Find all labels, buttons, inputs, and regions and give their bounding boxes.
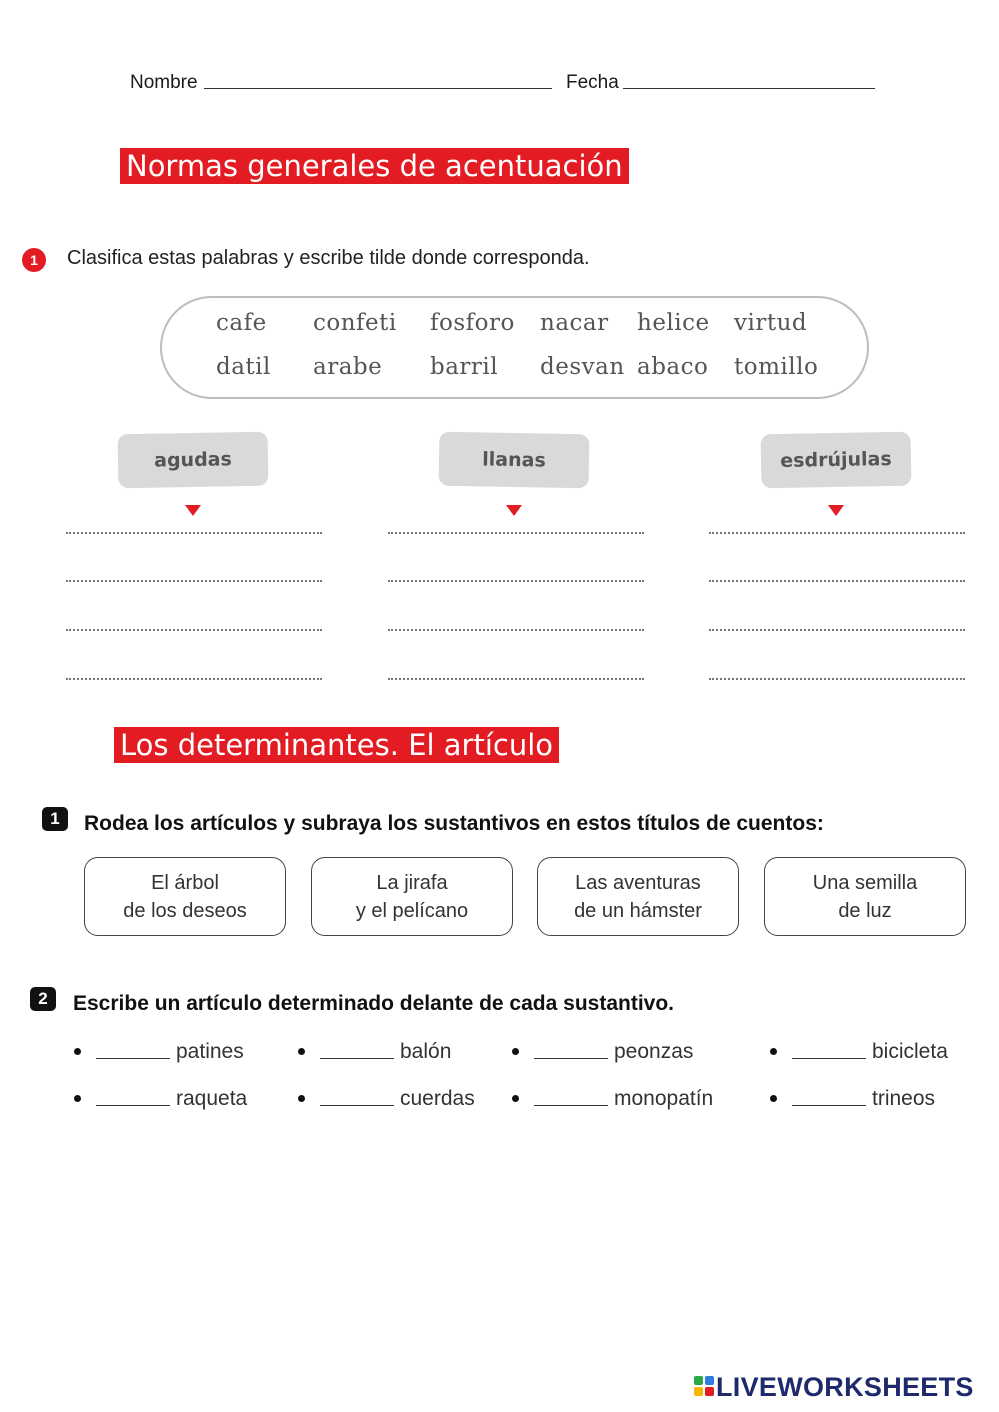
bank-word: arabe [313,354,383,380]
story-title-line: El árbol [151,871,219,894]
date-line [623,88,875,89]
exercise-instruction: Escribe un artículo determinado delante de cada sustantivo. [73,992,674,1015]
exercise-number-badge: 2 [30,987,56,1011]
story-title-box[interactable] [84,857,286,936]
exercise-instruction: Clasifica estas palabras y escribe tilde donde corresponda. [67,247,590,269]
answer-line-llanas[interactable] [388,678,644,680]
answer-line-llanas[interactable] [388,629,644,631]
noun-label: bicicleta [872,1040,948,1063]
story-title-line: de luz [838,899,892,922]
story-title-box[interactable] [537,857,739,936]
answer-line-agudas[interactable] [66,629,322,631]
logo-square [694,1376,703,1385]
article-blank[interactable] [534,1058,608,1059]
article-blank[interactable] [96,1058,170,1059]
answer-line-agudas[interactable] [66,580,322,582]
story-title-line: de los deseos [123,899,247,922]
answer-line-esdrujulas[interactable] [709,678,965,680]
bullet [512,1048,519,1055]
noun-label: balón [400,1040,452,1063]
bank-word: barril [430,354,499,380]
bullet [298,1048,305,1055]
article-blank[interactable] [792,1058,866,1059]
exercise-number-badge: 1 [22,248,46,272]
article-blank[interactable] [534,1105,608,1106]
bullet [74,1048,81,1055]
bullet [770,1048,777,1055]
answer-line-esdrujulas[interactable] [709,580,965,582]
article-blank[interactable] [792,1105,866,1106]
answer-line-agudas[interactable] [66,678,322,680]
noun-label: patines [176,1040,244,1063]
category-tag-llanas: llanas [439,432,590,489]
answer-line-esdrujulas[interactable] [709,532,965,534]
liveworksheets-logo-icon [694,1376,714,1396]
bullet [770,1095,777,1102]
logo-square [705,1387,714,1396]
section-title-determiners: Los determinantes. El artículo [114,727,559,763]
bank-word: desvan [540,354,625,380]
exercise-number-badge: 1 [42,807,68,831]
article-blank[interactable] [320,1105,394,1106]
story-title-box[interactable] [764,857,966,936]
category-tag-agudas: agudas [118,432,269,489]
bank-word: helice [637,310,710,336]
bank-word: abaco [637,354,709,380]
story-title-box[interactable] [311,857,513,936]
noun-label: peonzas [614,1040,694,1063]
bank-word: nacar [540,310,609,336]
article-blank[interactable] [320,1058,394,1059]
logo-square [705,1376,714,1385]
bank-word: datil [216,354,271,380]
story-title-line: La jirafa [376,871,448,894]
bank-word: virtud [734,310,808,336]
story-title-line: de un hámster [574,899,702,922]
date-label: Fecha [566,72,619,93]
answer-line-llanas[interactable] [388,532,644,534]
noun-label: raqueta [176,1087,248,1110]
logo-square [694,1387,703,1396]
bank-word: fosforo [430,310,515,336]
name-label: Nombre [130,72,198,93]
name-line [204,88,552,89]
category-tag-esdrujulas: esdrújulas [761,432,912,489]
bullet [74,1095,81,1102]
answer-line-llanas[interactable] [388,580,644,582]
answer-line-agudas[interactable] [66,532,322,534]
section-title-accentuation: Normas generales de acentuación [120,148,629,184]
noun-label: monopatín [614,1087,714,1110]
story-title-line: y el pelícano [355,899,469,922]
arrow-down-icon [506,505,522,516]
noun-label: cuerdas [400,1087,475,1110]
exercise-instruction: Rodea los artículos y subraya los sustantivos en estos títulos de cuentos: [84,812,824,835]
liveworksheets-logo-text: LIVEWORKSHEETS [716,1372,974,1402]
bank-word: cafe [216,310,267,336]
story-title-line: Una semilla [812,871,918,894]
bank-word: confeti [313,310,397,336]
answer-line-esdrujulas[interactable] [709,629,965,631]
noun-label: trineos [872,1087,936,1110]
arrow-down-icon [185,505,201,516]
bullet [512,1095,519,1102]
story-title-line: Las aventuras [575,871,701,894]
article-blank[interactable] [96,1105,170,1106]
bank-word: tomillo [734,354,819,380]
arrow-down-icon [828,505,844,516]
bullet [298,1095,305,1102]
